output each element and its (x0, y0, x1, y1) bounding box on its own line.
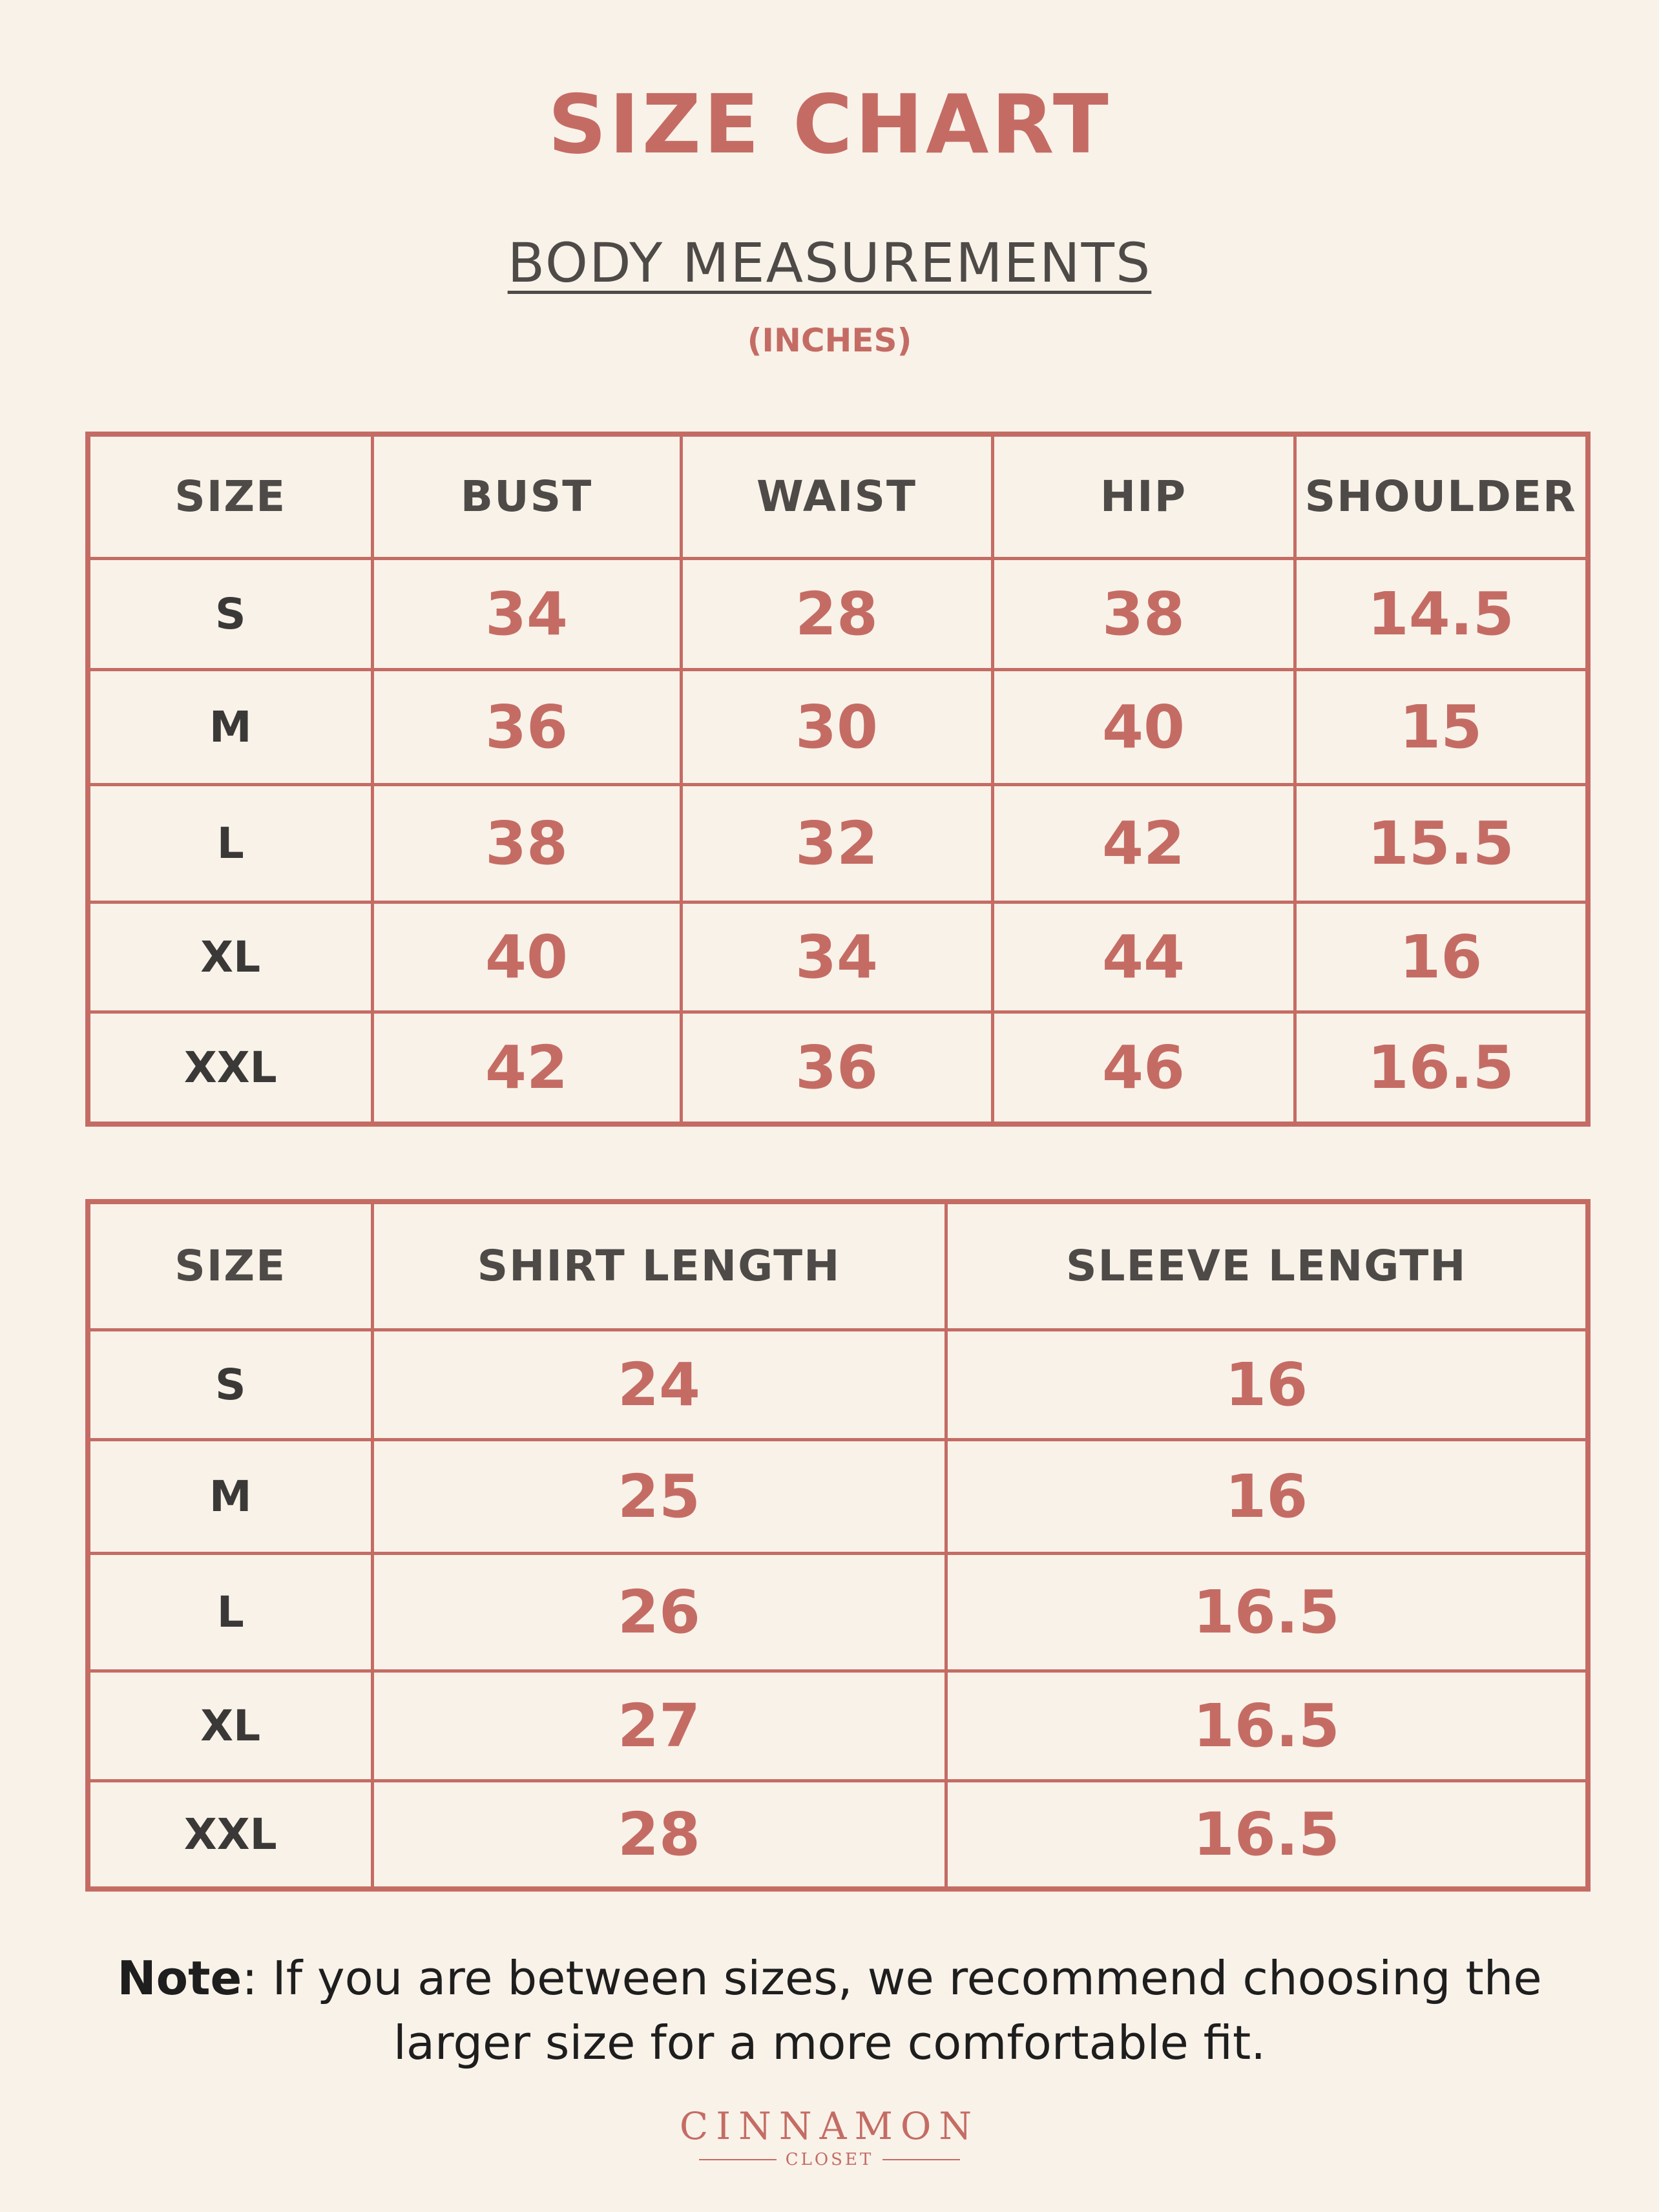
table-row (88, 1780, 1588, 1889)
bust-cell: 42 (372, 1012, 681, 1124)
body-measurements-table (85, 432, 1591, 1127)
size-cell: XL (88, 1671, 372, 1780)
header-waist: WAIST (681, 434, 992, 558)
hip-cell: 38 (992, 558, 1295, 669)
length-measurements-table (85, 1199, 1591, 1892)
shoulder-cell: 15 (1295, 669, 1588, 784)
waist-cell: 36 (681, 1012, 992, 1124)
shoulder-cell: 16 (1295, 902, 1588, 1012)
hip-cell: 46 (992, 1012, 1295, 1124)
table-row (88, 1330, 1588, 1439)
bust-cell: 38 (372, 784, 681, 902)
header-shirt-length: SHIRT LENGTH (372, 1202, 946, 1330)
table-row (88, 1671, 1588, 1780)
brand-sub: CLOSET (785, 2150, 874, 2169)
shoulder-cell: 15.5 (1295, 784, 1588, 902)
table-row (88, 902, 1588, 1012)
waist-cell: 30 (681, 669, 992, 784)
hip-cell: 44 (992, 902, 1295, 1012)
brand-divider-left (699, 2159, 777, 2160)
page-title: SIZE CHART (548, 77, 1111, 172)
sleeve-length-cell: 16.5 (946, 1553, 1588, 1671)
header-size: SIZE (88, 434, 372, 558)
brand-sub-row (0, 2150, 1659, 2169)
shirt-length-cell: 27 (372, 1671, 946, 1780)
waist-cell: 34 (681, 902, 992, 1012)
table-row (88, 1553, 1588, 1671)
size-cell: XXL (88, 1012, 372, 1124)
hip-cell: 42 (992, 784, 1295, 902)
brand-divider-right (882, 2159, 960, 2160)
brand-name: CINNAMON (679, 2104, 980, 2148)
table-row (88, 558, 1588, 669)
header-bust: BUST (372, 434, 681, 558)
bust-cell: 36 (372, 669, 681, 784)
size-cell: XXL (88, 1780, 372, 1889)
bust-cell: 40 (372, 902, 681, 1012)
table-row (88, 784, 1588, 902)
section-subtitle (0, 227, 1659, 298)
table-row (88, 1439, 1588, 1553)
sleeve-length-cell: 16 (946, 1330, 1588, 1439)
waist-cell: 32 (681, 784, 992, 902)
table-header-row (88, 434, 1588, 558)
bust-cell: 34 (372, 558, 681, 669)
size-cell: XL (88, 902, 372, 1012)
brand-logo (0, 2103, 1659, 2169)
sleeve-length-cell: 16 (946, 1439, 1588, 1553)
size-cell: L (88, 784, 372, 902)
note-label: Note (117, 1951, 242, 2005)
header-sleeve-length: SLEEVE LENGTH (946, 1202, 1588, 1330)
header-size: SIZE (88, 1202, 372, 1330)
fit-note (58, 1946, 1601, 2075)
size-cell: S (88, 558, 372, 669)
shirt-length-cell: 24 (372, 1330, 946, 1439)
size-cell: M (88, 1439, 372, 1553)
table-header-row (88, 1202, 1588, 1330)
header-hip: HIP (992, 434, 1295, 558)
shirt-length-cell: 25 (372, 1439, 946, 1553)
header-shoulder: SHOULDER (1295, 434, 1588, 558)
waist-cell: 28 (681, 558, 992, 669)
size-cell: S (88, 1330, 372, 1439)
subtitle-text: BODY MEASUREMENTS (507, 231, 1152, 295)
units-label: (INCHES) (747, 322, 912, 359)
sleeve-length-cell: 16.5 (946, 1780, 1588, 1889)
shirt-length-cell: 26 (372, 1553, 946, 1671)
shoulder-cell: 16.5 (1295, 1012, 1588, 1124)
sleeve-length-cell: 16.5 (946, 1671, 1588, 1780)
size-cell: L (88, 1553, 372, 1671)
note-text: : If you are between sizes, we recommend choosing the larger size for a more comfortable fit. (242, 1951, 1542, 2070)
hip-cell: 40 (992, 669, 1295, 784)
shirt-length-cell: 28 (372, 1780, 946, 1889)
table-row (88, 669, 1588, 784)
table-row (88, 1012, 1588, 1124)
size-cell: M (88, 669, 372, 784)
shoulder-cell: 14.5 (1295, 558, 1588, 669)
